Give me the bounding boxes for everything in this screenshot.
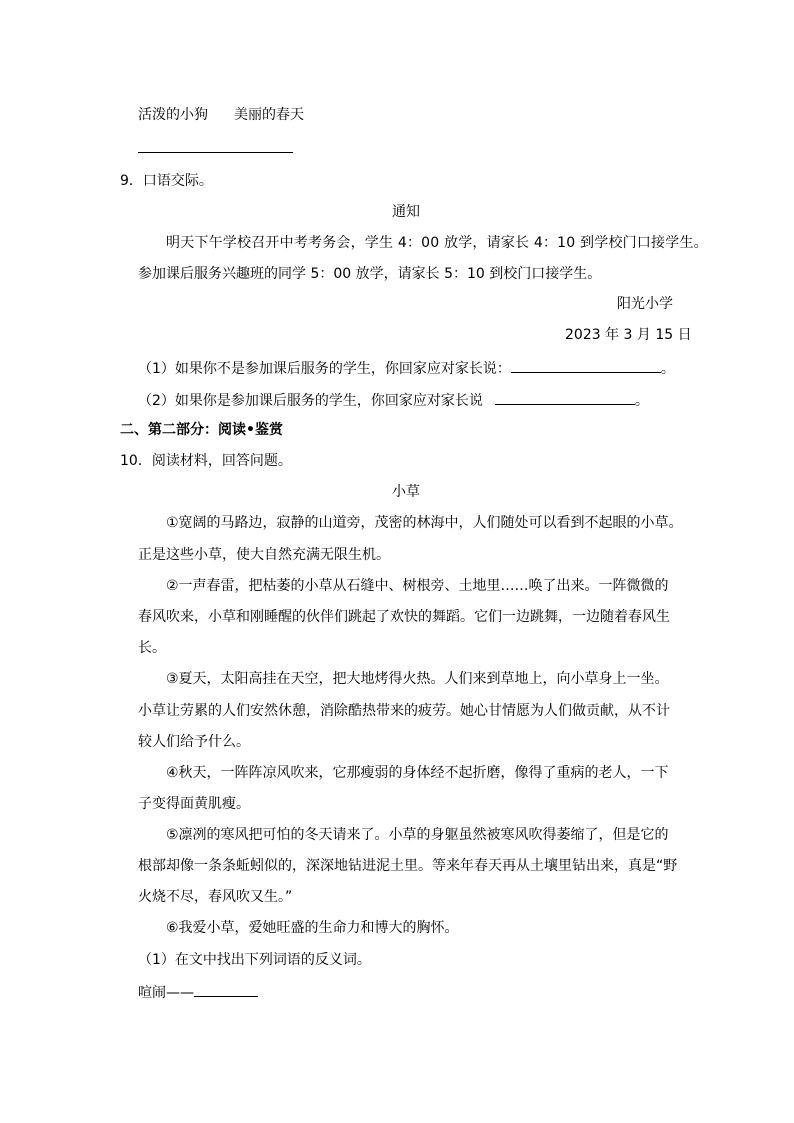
- q9-sub-question-2: [138, 390, 649, 410]
- antonym-answer-blank[interactable]: [194, 982, 258, 997]
- passage-p5-line-1: ⑤凛冽的寒风把可怕的冬天请来了。小草的身躯虽然被寒风吹得萎缩了，但是它的: [166, 827, 669, 843]
- notice-line-2: 参加课后服务兴趣班的同学 5：00 放学，请家长 5：10 到校门口接学生。: [138, 266, 602, 282]
- passage-title: 小草: [392, 484, 420, 500]
- q9-sub2-end: 。: [634, 393, 649, 409]
- passage-p2-line-3: 长。: [138, 640, 166, 656]
- notice-line-1: 明天下午学校召开中考考务会，学生 4：00 放学，请家长 4：10 到学校门口接学生。: [166, 235, 708, 251]
- q10-sub-question-1: （1）在文中找出下列词语的反义词。: [138, 952, 371, 968]
- q9-sub-question-1: [138, 358, 675, 378]
- q8-answer-blank[interactable]: [138, 152, 293, 153]
- passage-p3-line-2: 小草让劳累的人们安然休憩，消除酷热带来的疲劳。她心甘情愿为人们做贡献，从不计: [138, 703, 670, 719]
- passage-p6: ⑥我爱小草，爱她旺盛的生命力和博大的胸怀。: [166, 920, 459, 936]
- notice-signature: 阳光小学: [617, 296, 673, 312]
- q9-sub1-end: 。: [660, 361, 675, 377]
- q9-sub1-text: （1）如果你不是参加课后服务的学生，你回家应对家长说：: [138, 361, 511, 377]
- passage-p4-line-2: 子变得面黄肌瘦。: [138, 796, 250, 812]
- q10-title: 10．阅读材料，回答问题。: [120, 453, 292, 469]
- passage-p2-line-1: ②一声春雷，把枯萎的小草从石缝中、树根旁、土地里……唤了出来。一阵微微的: [166, 578, 669, 594]
- passage-p4-line-1: ④秋天，一阵阵凉风吹来，它那瘦弱的身体经不起折磨，像得了重病的老人，一下: [166, 765, 669, 781]
- q9-sub2-text: （2）如果你是参加课后服务的学生，你回家应对家长说: [138, 393, 483, 409]
- q8-word-2: 美丽的春天: [234, 107, 304, 123]
- antonym-prompt: 喧闹——: [138, 985, 194, 1001]
- section-heading: 二、第二部分：阅读•鉴赏: [120, 422, 283, 438]
- passage-p2-line-2: 春风吹来，小草和刚睡醒的伙伴们跳起了欢快的舞蹈。它们一边跳舞，一边随着春风生: [138, 609, 670, 625]
- q9-title: 9．口语交际。: [120, 173, 213, 189]
- passage-p1-line-2: 正是这些小草，使大自然充满无限生机。: [138, 547, 390, 563]
- passage-p1-line-1: ①宽阔的马路边，寂静的山道旁，茂密的林海中，人们随处可以看到不起眼的小草。: [166, 515, 683, 531]
- passage-p5-line-3: 火烧不尽，春风吹又生。”: [138, 889, 293, 905]
- q9-sub1-answer-blank[interactable]: [511, 358, 661, 373]
- passage-p3-line-1: ③夏天，太阳高挂在天空，把大地烤得火热。人们来到草地上，向小草身上一坐。: [166, 671, 669, 687]
- notice-title: 通知: [392, 204, 420, 220]
- notice-date: 2023 年 3 月 15 日: [565, 327, 692, 343]
- q8-word-1: 活泼的小狗: [138, 107, 208, 123]
- q9-sub2-answer-blank[interactable]: [495, 390, 635, 405]
- passage-p5-line-2: 根部却像一条条蚯蚓似的，深深地钻进泥土里。等来年春天再从土壤里钻出来，真是“野: [138, 858, 678, 874]
- passage-p3-line-3: 较人们给予什么。: [138, 734, 250, 750]
- antonym-item: [138, 982, 258, 1002]
